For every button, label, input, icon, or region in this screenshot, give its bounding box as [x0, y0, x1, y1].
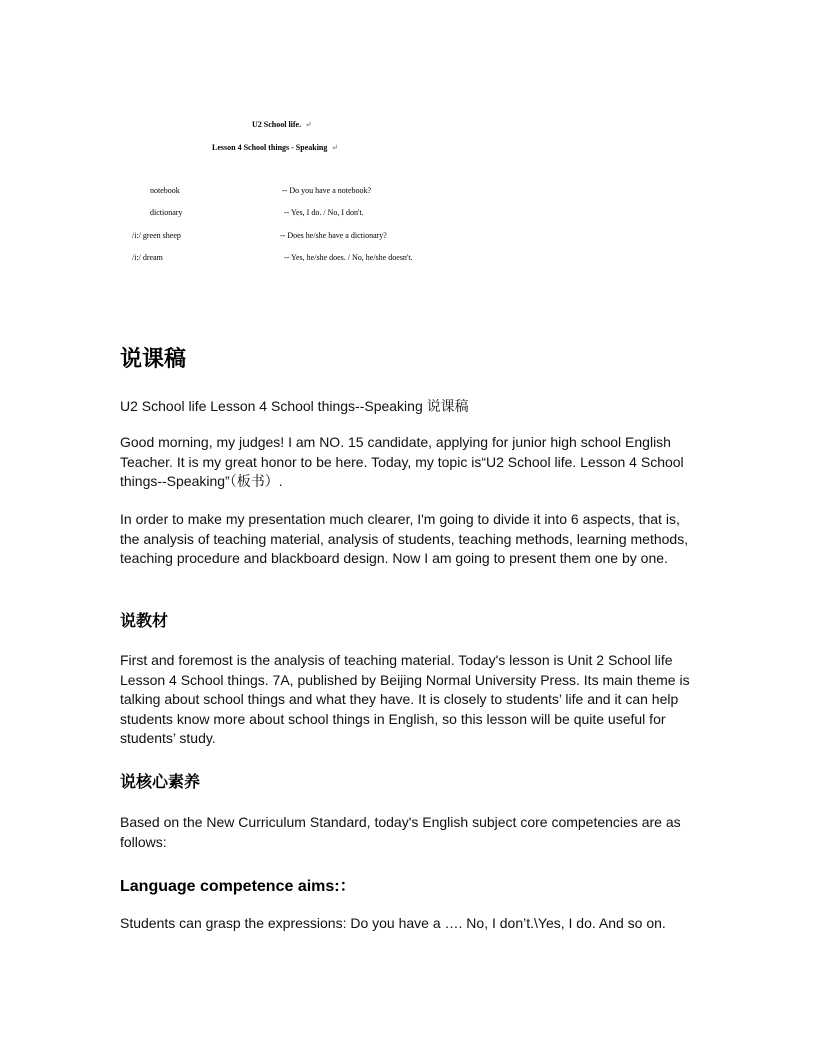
core-paragraph: Based on the New Curriculum Standard, today's English subject core competencies are as follows:: [120, 814, 681, 850]
lesson-subtitle: U2 School life Lesson 4 School things--Speaking 说课稿: [120, 398, 469, 414]
section-heading-language: Language competence aims:：: [120, 878, 356, 895]
board-right-item: -- Yes, he/she does. / No, he/she doesn't.: [284, 253, 413, 262]
page-title: 说课稿: [120, 347, 187, 372]
board-left-item: /i:/ dream: [132, 253, 163, 262]
board-right-item: -- Do you have a notebook?: [282, 186, 372, 195]
board-left-item: /i:/ green sheep: [132, 231, 181, 240]
plan-paragraph: In order to make my presentation much clearer, I'm going to divide it into 6 aspects, that is, the analysis of teaching material, analysis of students, teaching methods, learning methods, teaching procedure and blackboard design. Now I am going to present them one by one.: [120, 511, 689, 566]
board-left-item: dictionary: [150, 208, 183, 217]
board-right-item: -- Does he/she have a dictionary?: [280, 231, 387, 240]
board-title-1: U2 School life. ↵: [252, 120, 312, 129]
section-heading-core: 说核心素养: [120, 772, 201, 791]
section-heading-material: 说教材: [120, 611, 169, 630]
board-left-item: notebook: [150, 186, 180, 195]
intro-paragraph: Good morning, my judges! I am NO. 15 candidate, applying for junior high school English Teacher. It is my great honor to be here. Today, my topic is“U2 School life. Lesson 4 School things--Speaking”（板书）.: [120, 434, 684, 489]
board-right-item: -- Yes, I do. / No, I don't.: [284, 208, 364, 217]
language-paragraph: Students can grasp the expressions: Do you have a …. No, I don’t.\Yes, I do. And so on.: [120, 915, 666, 931]
material-paragraph: First and foremost is the analysis of teaching material. Today's lesson is Unit 2 School life Lesson 4 School things. 7A, published by Beijing Normal University Press. Its main theme is talking about school things and what they have. It is closely to students’ life and it can help students know more about school things in English, so this lesson will be quite useful for students’ study.: [120, 652, 690, 746]
board-title-2: Lesson 4 School things - Speaking ↵: [212, 143, 339, 152]
